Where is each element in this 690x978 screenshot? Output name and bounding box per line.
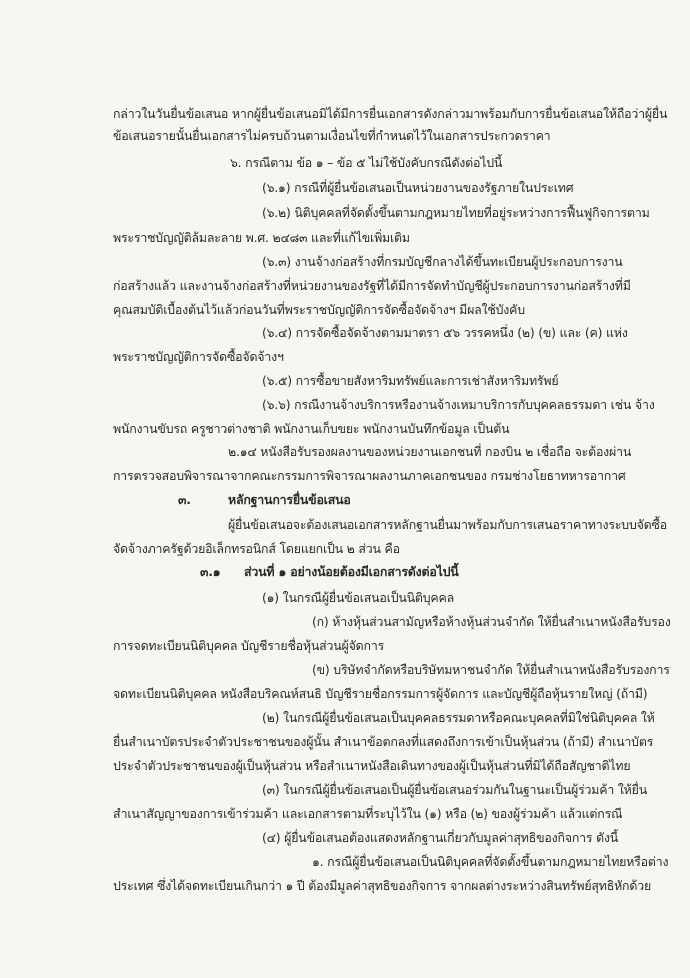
text-line: (ก) ห้างหุ้นส่วนสามัญหรือห้างหุ้นส่วนจำกัด ให้ยื่นสำเนาหนังสือรับรอง <box>312 614 671 629</box>
text-line: (๖.๓) งานจ้างก่อสร้างที่กรมบัญชีกลางได้ขึ้นทะเบียนผู้ประกอบการงาน <box>262 254 623 269</box>
text-line: ประเทศ ซึ่งได้จดทะเบียนเกินกว่า ๑ ปี ต้องมีมูลค่าสุทธิของกิจการ จากผลต่างระหว่างสินทรัพย์สุทธิหักด้วย <box>113 878 652 893</box>
text-line: (๓) ในกรณีผู้ยื่นข้อเสนอเป็นผู้ยื่นข้อเสนอร่วมกันในฐานะเป็นผู้ร่วมค้า ให้ยื่น <box>262 782 647 797</box>
section-3-1-heading: ส่วนที่ ๑ อย่างน้อยต้องมีเอกสารดังต่อไปนี้ <box>244 564 459 579</box>
text-line: ผู้ยื่นข้อเสนอจะต้องเสนอเอกสารหลักฐานยื่นมาพร้อมกับการเสนอราคาทางระบบจัดซื้อ <box>228 517 667 532</box>
text-line: (๖.๕) การซื้อขายสังหาริมทรัพย์และการเช่าสังหาริมทรัพย์ <box>262 373 559 388</box>
text-line: พนักงานขับรถ ครูชาวต่างชาติ พนักงานเก็บขยะ พนักงานบันทึกข้อมูล เป็นต้น <box>113 421 510 436</box>
text-line: ๒.๑๔ หนังสือรับรองผลงานของหน่วยงานเอกชนที่ กองบิน ๒ เชื่อถือ จะต้องผ่าน <box>228 444 632 459</box>
text-line: (ข) บริษัทจำกัดหรือบริษัทมหาชนจำกัด ให้ยื่นสำเนาหนังสือรับรองการ <box>312 662 670 677</box>
text-line: (๑) ในกรณีผู้ยื่นข้อเสนอเป็นนิติบุคคล <box>262 590 454 605</box>
text-line: (๒) ในกรณีผู้ยื่นข้อเสนอเป็นบุคคลธรรมดาหรือคณะบุคคลที่มิใช่นิติบุคคล ให้ <box>262 710 655 725</box>
text-line: (๖.๑) กรณีที่ผู้ยื่นข้อเสนอเป็นหน่วยงานของรัฐภายในประเทศ <box>262 180 574 195</box>
text-line: (๔) ผู้ยื่นข้อเสนอต้องแสดงหลักฐานเกี่ยวกับมูลค่าสุทธิของกิจการ ดังนี้ <box>262 830 619 845</box>
text-line: จัดจ้างภาครัฐด้วยอิเล็กทรอนิกส์ โดยแยกเป็น ๒ ส่วน คือ <box>113 541 400 556</box>
section-3-heading: หลักฐานการยื่นข้อเสนอ <box>228 492 351 507</box>
text-line: ประจำตัวประชาชนของผู้เป็นหุ้นส่วน หรือสำเนาหนังสือเดินทางของผู้เป็นหุ้นส่วนที่มิได้ถือสัญชาติไทย <box>113 758 631 773</box>
text-line: ยื่นสำเนาบัตรประจำตัวประชาชนของผู้นั้น สำเนาข้อตกลงที่แสดงถึงการเข้าเป็นหุ้นส่วน (ถ้ามี) สำเนาบัตร <box>113 734 654 749</box>
text-line: ก่อสร้างแล้ว และงานจ้างก่อสร้างที่หน่วยงานของรัฐที่ได้มีการจัดทำบัญชีผู้ประกอบการงานก่อสร้างที่มี <box>113 278 631 293</box>
text-line: คุณสมบัติเบื้องต้นไว้แล้วก่อนวันที่พระราชบัญญัติการจัดซื้อจัดจ้างฯ มีผลใช้บังคับ <box>113 302 525 317</box>
text-line: ข้อเสนอรายนั้นยื่นเอกสารไม่ครบถ้วนตามเงื่อนไขที่กำหนดไว้ในเอกสารประกวดราคา <box>113 128 551 143</box>
text-line: (๖.๒) นิติบุคคลที่จัดตั้งขึ้นตามกฎหมายไทยที่อยู่ระหว่างการฟื้นฟูกิจการตาม <box>262 205 650 220</box>
text-line: (๖.๔) การจัดซื้อจัดจ้างตามมาตรา ๕๖ วรรคหนึ่ง (๒) (ข) และ (ค) แห่ง <box>262 325 628 340</box>
section-3-1-number: ๓.๑ <box>200 564 221 579</box>
section-3-number: ๓. <box>178 492 191 507</box>
text-line: (๖.๖) กรณีงานจ้างบริการหรืองานจ้างเหมาบริการกับบุคคลธรรมดา เช่น จ้าง <box>262 397 655 412</box>
section-6-heading: ๖. กรณีตาม ข้อ ๑ – ข้อ ๕ ไม่ใช้บังคับกรณีดังต่อไปนี้ <box>230 155 503 170</box>
text-line: สำเนาสัญญาของการเข้าร่วมค้า และเอกสารตามที่ระบุไว้ใน (๑) หรือ (๒) ของผู้ร่วมค้า แล้วแต่กรณี <box>113 806 623 821</box>
text-line: การจดทะเบียนนิติบุคคล บัญชีรายชื่อหุ้นส่วนผู้จัดการ <box>113 638 385 653</box>
text-line: กล่าวในวันยื่นข้อเสนอ หากผู้ยื่นข้อเสนอมิได้มีการยื่นเอกสารดังกล่าวมาพร้อมกับการยื่นข้อเสนอให้ถือว่าผู้ยื่น <box>113 106 668 121</box>
text-line: การตรวจสอบพิจารณาจากคณะกรรมการพิจารณาผลงานภาคเอกชนของ กรมช่างโยธาทหารอากาศ <box>113 468 626 483</box>
text-line: จดทะเบียนนิติบุคคล หนังสือบริคณห์สนธิ บัญชีรายชื่อกรรมการผู้จัดการ และบัญชีผู้ถือหุ้นรายใหญ่ (ถ้ามี) <box>113 686 648 701</box>
text-line: ๑. กรณีผู้ยื่นข้อเสนอเป็นนิติบุคคลที่จัดตั้งขึ้นตามกฎหมายไทยหรือต่าง <box>312 854 669 869</box>
text-line: พระราชบัญญัติการจัดซื้อจัดจ้างฯ <box>113 349 284 364</box>
text-line: พระราชบัญญัติล้มละลาย พ.ศ. ๒๔๘๓ และที่แก้ไขเพิ่มเติม <box>113 230 410 245</box>
